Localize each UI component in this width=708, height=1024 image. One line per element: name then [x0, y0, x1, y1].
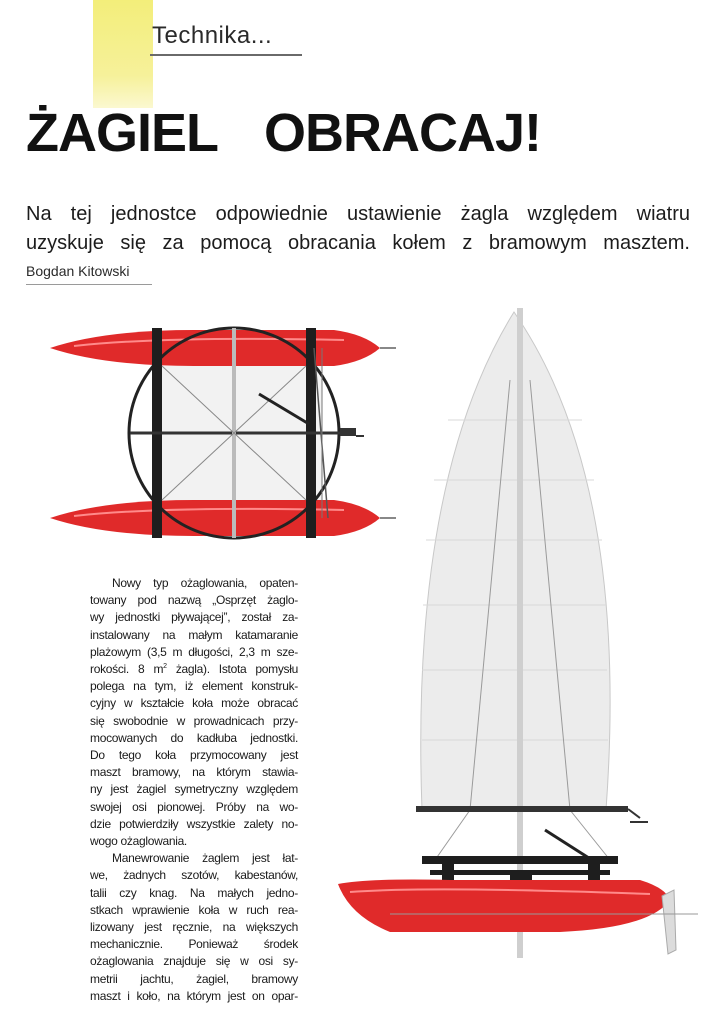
lead-line-2: uzyskuje się za pomocą obracania kołem z bramowym masztem. [26, 232, 690, 254]
body-line: cyjny w kształcie koła może obracać [90, 696, 298, 711]
body-line-with-superscript [90, 661, 298, 678]
body-line: Do tego koła przymocowany jest [90, 748, 298, 763]
body-line: swojej osi pionowej. Próby na wo- [90, 799, 298, 814]
author-byline: Bogdan Kitowski [26, 263, 130, 279]
superscript: 2 [163, 663, 167, 671]
body-line: metrii jachtu, żagiel, bramowy [90, 971, 298, 986]
lead-paragraph [26, 200, 690, 258]
body-line: polega na tym, iż element konstruk- [90, 679, 298, 694]
accent-yellow-block [93, 0, 153, 108]
section-label: Technika... [152, 22, 273, 49]
body-line-text: rokości. 8 m [90, 662, 164, 677]
section-rule [150, 54, 302, 56]
body-line: maszt bramowy, na którym stawia- [90, 765, 298, 780]
article-headline [26, 102, 706, 164]
body-line: plażowym (3,5 m długości, 2,3 m sze- [90, 644, 298, 659]
lead-line-1: Na tej jednostce odpowiednie ustawienie żagla względem wiatru [26, 203, 690, 225]
body-line-text: żagla). Istota pomysłu [166, 662, 298, 677]
body-line: się swobodnie w prowadnicach przy- [90, 713, 298, 728]
body-line: stkach wprawienie koła w ruch rea- [90, 902, 298, 917]
body-line: lizowany jest ręcznie, na większych [90, 920, 298, 935]
body-line: mocowanych do kadłuba jednostki. [90, 730, 298, 745]
body-line: we, żadnych szotów, kabestanów, [90, 868, 298, 883]
body-line: ny jest żagiel symetryczny względem [90, 782, 298, 797]
body-line: maszt i koło, na którym jest on opar- [90, 988, 298, 1003]
article-body [90, 575, 298, 1005]
catamaran-side-view-illustration [330, 300, 708, 1000]
author-rule [26, 284, 152, 285]
body-line: mechanicznie. Ponieważ środek [90, 937, 298, 952]
body-line: wogo ożaglowania. [90, 834, 187, 849]
body-line: dzie potwierdziły wszystkie zalety no- [90, 816, 298, 831]
body-line: talii czy knag. Na małych jedno- [90, 885, 298, 900]
body-line: Nowy typ ożaglowania, opaten- [112, 576, 298, 590]
body-line: wy jednostki pływającej”, został za- [90, 610, 298, 625]
body-line: ożaglowania znajduje się w osi sy- [90, 954, 298, 969]
body-line: instalowany na małym katamaranie [90, 627, 298, 642]
headline-word-1: ŻAGIEL [26, 103, 218, 163]
body-line: Manewrowanie żaglem jest łat- [112, 851, 298, 866]
body-line: towany pod nazwą „Osprzęt żaglo- [90, 593, 298, 608]
headline-word-2: OBRACAJ! [264, 103, 542, 163]
